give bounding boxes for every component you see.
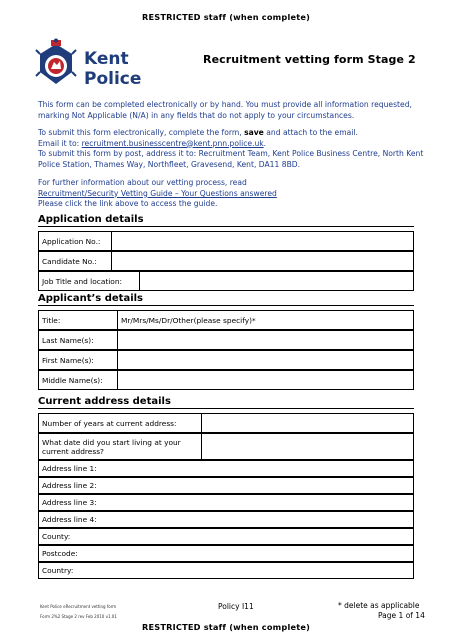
page-number: Page 1 of 14 xyxy=(378,611,425,620)
application-no-row xyxy=(38,231,414,251)
address-line-3-label: Address line 3: xyxy=(42,498,97,507)
county-label: County: xyxy=(42,532,71,541)
save-emphasis: save xyxy=(244,128,264,137)
candidate-no-row xyxy=(38,251,414,271)
address-line-2-label: Address line 2: xyxy=(42,481,97,490)
years-at-address-field[interactable] xyxy=(202,414,413,432)
postcode-field[interactable] xyxy=(81,546,413,561)
last-name-field[interactable] xyxy=(118,331,413,349)
country-label: Country: xyxy=(42,566,74,575)
vetting-guide-link[interactable]: Recruitment/Security Vetting Guide – Your Questions answered xyxy=(38,188,277,198)
first-name-row xyxy=(38,350,414,370)
county-field[interactable] xyxy=(73,529,413,544)
delete-note: * delete as applicable xyxy=(338,601,420,610)
address-line-1-field[interactable] xyxy=(100,461,413,476)
intro-paragraph-1: This form can be completed electronically or by hand. You must provide all information requested, marking Not Applicable (N/A) in any fields that do not apply to your circumstances. xyxy=(38,100,412,120)
country-field[interactable] xyxy=(76,563,413,578)
job-title-label: Job Title and location: xyxy=(39,272,140,290)
intro-paragraph-2 xyxy=(38,128,428,170)
postcode-label: Postcode: xyxy=(42,549,78,558)
form-title: Recruitment vetting form Stage 2 xyxy=(203,53,416,66)
job-title-field[interactable] xyxy=(140,272,413,290)
applicant-details-heading: Applicant’s details xyxy=(38,293,414,306)
county-row xyxy=(38,528,414,545)
submit-text: To submit this form electronically, complete the form, xyxy=(38,128,245,137)
candidate-no-label: Candidate No.: xyxy=(39,252,112,270)
post-address-text: To submit this form by post, address it to: Recruitment Team, Kent Police Business Centre, North Kent Police Station, Thames Way, Northfleet, Gravesend, Kent, DA11 8BD. xyxy=(38,149,424,169)
current-address-heading: Current address details xyxy=(38,396,414,409)
footer-form-name: Kent Police eRecruitment vetting form xyxy=(40,604,117,609)
postcode-row xyxy=(38,545,414,562)
logo-text-kent: Kent xyxy=(84,49,129,69)
footer-form-version: Form 2%2 Stage 2 rev Feb 2010 v1.01 xyxy=(40,614,117,619)
years-at-address-row xyxy=(38,413,414,433)
start-date-label: What date did you start living at your current address? xyxy=(39,434,202,459)
kent-police-logo xyxy=(32,38,152,88)
submit-text-end: and attach to the email. xyxy=(263,128,358,137)
first-name-field[interactable] xyxy=(118,351,413,369)
email-link[interactable]: recruitment.businesscentre@kent.pnn.police.uk xyxy=(81,138,264,148)
country-row xyxy=(38,562,414,579)
title-field[interactable]: Mr/Mrs/Ms/Dr/Other(please specify)* xyxy=(121,315,256,325)
address-line-2-row xyxy=(38,477,414,494)
footer-policy: Policy I11 xyxy=(218,602,254,611)
middle-name-label: Middle Name(s): xyxy=(39,371,118,389)
middle-name-field[interactable] xyxy=(118,371,413,389)
police-crest-icon xyxy=(34,38,78,88)
guide-intro-text: For further information about our vetting process, read xyxy=(38,178,247,187)
title-label: Title: xyxy=(39,311,118,329)
years-at-address-label: Number of years at current address: xyxy=(39,414,202,432)
address-line-1-row xyxy=(38,460,414,477)
restricted-header: RESTRICTED staff (when complete) xyxy=(141,12,311,22)
logo-text-police: Police xyxy=(84,69,142,89)
email-end: . xyxy=(263,138,267,148)
restricted-footer: RESTRICTED staff (when complete) xyxy=(141,622,311,632)
address-line-3-field[interactable] xyxy=(100,495,413,510)
address-line-1-label: Address line 1: xyxy=(42,464,97,473)
middle-name-row xyxy=(38,370,414,390)
candidate-no-field[interactable] xyxy=(112,252,413,270)
application-no-field[interactable] xyxy=(112,232,413,250)
application-no-label: Application No.: xyxy=(39,232,112,250)
address-line-4-field[interactable] xyxy=(100,512,413,527)
start-date-field[interactable] xyxy=(202,434,413,459)
address-line-3-row xyxy=(38,494,414,511)
address-line-4-label: Address line 4: xyxy=(42,515,97,524)
job-title-row xyxy=(38,271,414,291)
guide-instruction-text: Please click the link above to access the guide. xyxy=(38,199,218,208)
last-name-row xyxy=(38,330,414,350)
footer-right xyxy=(338,601,425,621)
start-date-row xyxy=(38,433,414,460)
title-row xyxy=(38,310,414,330)
application-details-heading: Application details xyxy=(38,214,414,227)
intro-paragraph-3 xyxy=(38,178,428,210)
last-name-label: Last Name(s): xyxy=(39,331,118,349)
address-line-2-field[interactable] xyxy=(100,478,413,493)
email-label: Email it to: xyxy=(38,138,82,148)
address-line-4-row xyxy=(38,511,414,528)
first-name-label: First Name(s): xyxy=(39,351,118,369)
